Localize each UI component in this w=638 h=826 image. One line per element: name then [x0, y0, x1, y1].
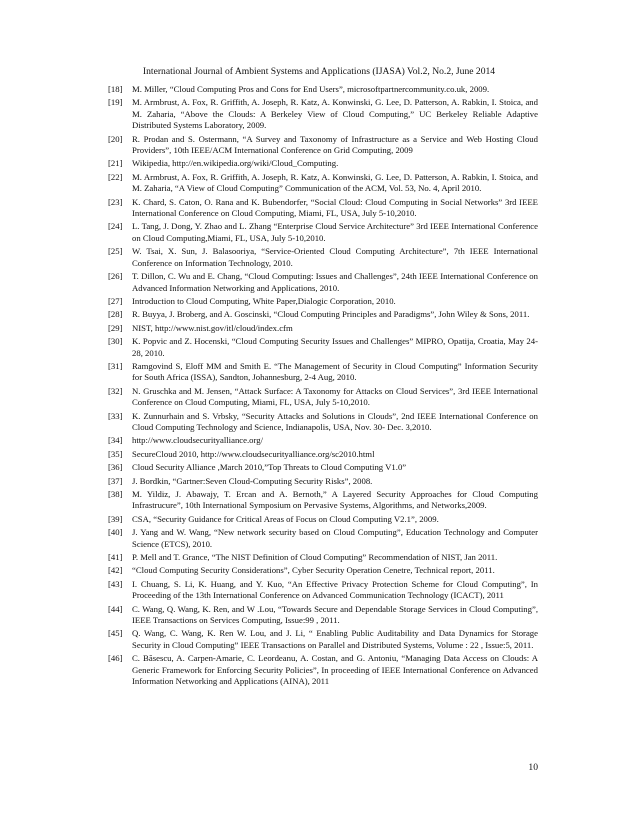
reference-item: [108, 386, 538, 409]
reference-item: [108, 435, 538, 446]
reference-text: R. Buyya, J. Broberg, and A. Goscinski, “Cloud Computing Principles and Paradigms”, John Wiley & Sons, 2011.: [132, 309, 530, 320]
reference-text: M. Miller, “Cloud Computing Pros and Cons for End Users”, microsoftpartnercommunity.co.uk, 2009.: [132, 84, 490, 94]
reference-item: [108, 552, 538, 563]
reference-number: [22]: [108, 171, 123, 182]
reference-number: [24]: [108, 221, 123, 232]
reference-number: [25]: [108, 246, 123, 257]
reference-item: [108, 628, 538, 651]
reference-number: [27]: [108, 295, 123, 306]
reference-text: Ramgovind S, Eloff MM and Smith E. “The Management of Security in Cloud Computing” Information Security for South Africa (ISSA), Sandton, Johannesburg, 2-4 Aug, 2010.: [132, 360, 538, 383]
reference-number: [39]: [108, 513, 123, 524]
reference-item: [108, 172, 538, 195]
reference-number: [38]: [108, 489, 123, 499]
reference-number: [35]: [108, 448, 123, 459]
reference-text: I. Chuang, S. Li, K. Huang, and Y. Kuo, “An Effective Privacy Protection Scheme for Cloud Computing”, In Proceeding of the 13th International Conference on Advanced Communication Technology (ICACT), 2011: [132, 578, 538, 601]
reference-item: [108, 336, 538, 359]
reference-item: [108, 514, 538, 525]
reference-text: J. Yang and W. Wang, “New network security based on Cloud Computing”, Education Technology and Computer Science (ETCS), 2010.: [132, 527, 538, 549]
reference-text: K. Chard, S. Caton, O. Rana and K. Bubendorfer, “Social Cloud: Cloud Computing in Social Networks” 3rd IEEE International Conference on Cloud Computing, Miami, FL, USA, July 5-10,2010.: [132, 196, 538, 219]
reference-text: “Cloud Computing Security Considerations”, Cyber Security Operation Cenetre, Technical report, 2011.: [132, 565, 495, 576]
reference-number: [30]: [108, 336, 123, 347]
reference-number: [20]: [108, 133, 123, 144]
reference-text: P. Mell and T. Grance, “The NIST Definition of Cloud Computing” Recommendation of NIST, Jan 2011.: [132, 552, 498, 563]
reference-number: [23]: [108, 196, 123, 207]
reference-text: M. Armbrust, A. Fox, R. Griffith, A. Joseph, R. Katz, A. Konwinski, G. Lee, D. Patterson, A. Rabkin, I. Stoica, and M. Zaharia, “A View of Cloud Computing” Communication of the ACM, Vol. 53, No. 4, April 2010.: [132, 171, 538, 194]
reference-text: NIST, http://www.nist.gov/itl/cloud/index.cfm: [132, 322, 293, 333]
reference-number: [26]: [108, 271, 123, 282]
reference-number: [29]: [108, 322, 123, 333]
reference-item: [108, 84, 538, 95]
reference-number: [45]: [108, 628, 123, 639]
reference-number: [28]: [108, 309, 123, 320]
reference-number: [40]: [108, 527, 123, 538]
reference-text: T. Dillon, C. Wu and E. Chang, “Cloud Computing: Issues and Challenges”, 24th IEEE International Conference on Advanced Information Networking and Applications, 2010.: [132, 271, 538, 293]
reference-item: [108, 653, 538, 687]
reference-text: http://www.cloudsecurityalliance.org/: [132, 435, 264, 446]
reference-number: [43]: [108, 578, 123, 589]
reference-list: [108, 84, 538, 690]
reference-item: [108, 323, 538, 334]
reference-text: C. Băsescu, A. Carpen-Amarie, C. Leordeanu, A. Costan, and G. Antoniu, “Managing Data Access on Clouds: A Generic Framework for Enforcing Security Policies”, In proceeding of IEEE International Conference on Advanced Information Networking and Applications (AINA), 2011: [132, 653, 538, 687]
reference-number: [32]: [108, 385, 123, 396]
reference-item: [108, 527, 538, 550]
reference-item: [108, 271, 538, 294]
reference-text: SecureCloud 2010, http://www.cloudsecurityalliance.org/sc2010.html: [132, 448, 375, 459]
reference-item: [108, 197, 538, 220]
reference-item: [108, 565, 538, 576]
reference-item: [108, 97, 538, 131]
reference-item: [108, 309, 538, 320]
reference-number: [44]: [108, 603, 123, 614]
reference-text: Cloud Security Alliance ,March 2010,”Top Threats to Cloud Computing V1.0”: [132, 462, 407, 473]
reference-item: [108, 134, 538, 157]
reference-text: CSA, “Security Guidance for Critical Areas of Focus on Cloud Computing V2.1”, 2009.: [132, 513, 439, 524]
reference-number: [34]: [108, 435, 123, 446]
reference-number: [37]: [108, 475, 123, 486]
reference-text: C. Wang, Q. Wang, K. Ren, and W .Lou, “Towards Secure and Dependable Storage Services in Cloud Computing”, IEEE Transactions on Services Computing, Issue:99 , 2011.: [132, 603, 538, 626]
reference-text: W. Tsai, X. Sun, J. Balasooriya, “Service-Oriented Cloud Computing Architecture”, 7th IEEE International Conference on Information Technology, 2010.: [132, 246, 538, 268]
reference-number: [36]: [108, 462, 123, 473]
reference-text: M. Armbrust, A. Fox, R. Griffith, A. Joseph, R. Katz, A. Konwinski, G. Lee, D. Patterson, A. Rabkin, I. Stoica, and M. Zaharia, “Above the Clouds: A Berkeley View of Cloud Computing,” UC Berkeley Reliable Adaptive Distributed Systems Laboratory, 2009.: [132, 97, 538, 131]
reference-text: L. Tang, J. Dong, Y. Zhao and L. Zhang “Enterprise Cloud Service Architecture” 3rd IEEE International Conference on Cloud Computing,Miami, FL, USA, July 5-10,2010.: [132, 221, 538, 243]
reference-number: [42]: [108, 565, 123, 576]
reference-item: [108, 489, 538, 512]
reference-item: [108, 158, 538, 169]
reference-number: [21]: [108, 158, 123, 169]
reference-item: [108, 476, 538, 487]
reference-item: [108, 411, 538, 434]
reference-item: [108, 604, 538, 627]
reference-item: [108, 449, 538, 460]
page-number: 10: [528, 762, 538, 773]
reference-item: [108, 296, 538, 307]
reference-text: Introduction to Cloud Computing, White Paper,Dialogic Corporation, 2010.: [132, 295, 396, 306]
reference-number: [41]: [108, 552, 123, 563]
reference-item: [108, 246, 538, 269]
reference-number: [33]: [108, 410, 123, 421]
reference-text: R. Prodan and S. Ostermann, “A Survey and Taxonomy of Infrastructure as a Service and Web Hosting Cloud Providers”, 10th IEEE/ACM International Conference on Grid Computing, 2009: [132, 133, 538, 156]
reference-number: [18]: [108, 84, 123, 94]
reference-item: [108, 579, 538, 602]
reference-number: [31]: [108, 360, 123, 371]
reference-item: [108, 221, 538, 244]
reference-text: N. Gruschka and M. Jensen, “Attack Surface: A Taxonomy for Attacks on Cloud Services”, 3rd IEEE International Conference on Cloud Computing, Miami, FL, USA, July 5-10,2010.: [132, 385, 538, 408]
reference-item: [108, 361, 538, 384]
reference-text: Q. Wang, C. Wang, K. Ren W. Lou, and J. Li, “ Enabling Public Auditability and Data Dynamics for Storage Security in Cloud Computing” IEEE Transactions on Parallel and Distributed Systems, Volume : 22 , Issue:5, 2011.: [132, 628, 538, 650]
journal-header: International Journal of Ambient Systems and Applications (IJASA) Vol.2, No.2, June 2014: [142, 66, 496, 77]
reference-text: J. Bordkin, “Gartner:Seven Cloud-Computing Security Risks”, 2008.: [132, 475, 373, 486]
reference-item: [108, 462, 538, 473]
reference-text: K. Popvic and Z. Hocenski, “Cloud Computing Security Issues and Challenges” MIPRO, Opatija, Croatia, May 24-28, 2010.: [132, 336, 538, 358]
reference-number: [46]: [108, 653, 123, 664]
reference-text: Wikipedia, http://en.wikipedia.org/wiki/Cloud_Computing.: [132, 158, 339, 169]
reference-text: K. Zunnurhain and S. Vrbsky, “Security Attacks and Solutions in Clouds”, 2nd IEEE International Conference on Cloud Computing Technology and Science, Indianapolis, USA, Nov. 30- Dec. 3,2010.: [132, 410, 538, 432]
reference-number: [19]: [108, 97, 123, 108]
reference-text: M. Yildiz, J. Abawajy, T. Ercan and A. Bernoth,” A Layered Security Approaches for Cloud Computing Infrastrucure”, 10th International Symposium on Pervasive Systems, Algorithms, and Networks,2009.: [132, 489, 538, 511]
